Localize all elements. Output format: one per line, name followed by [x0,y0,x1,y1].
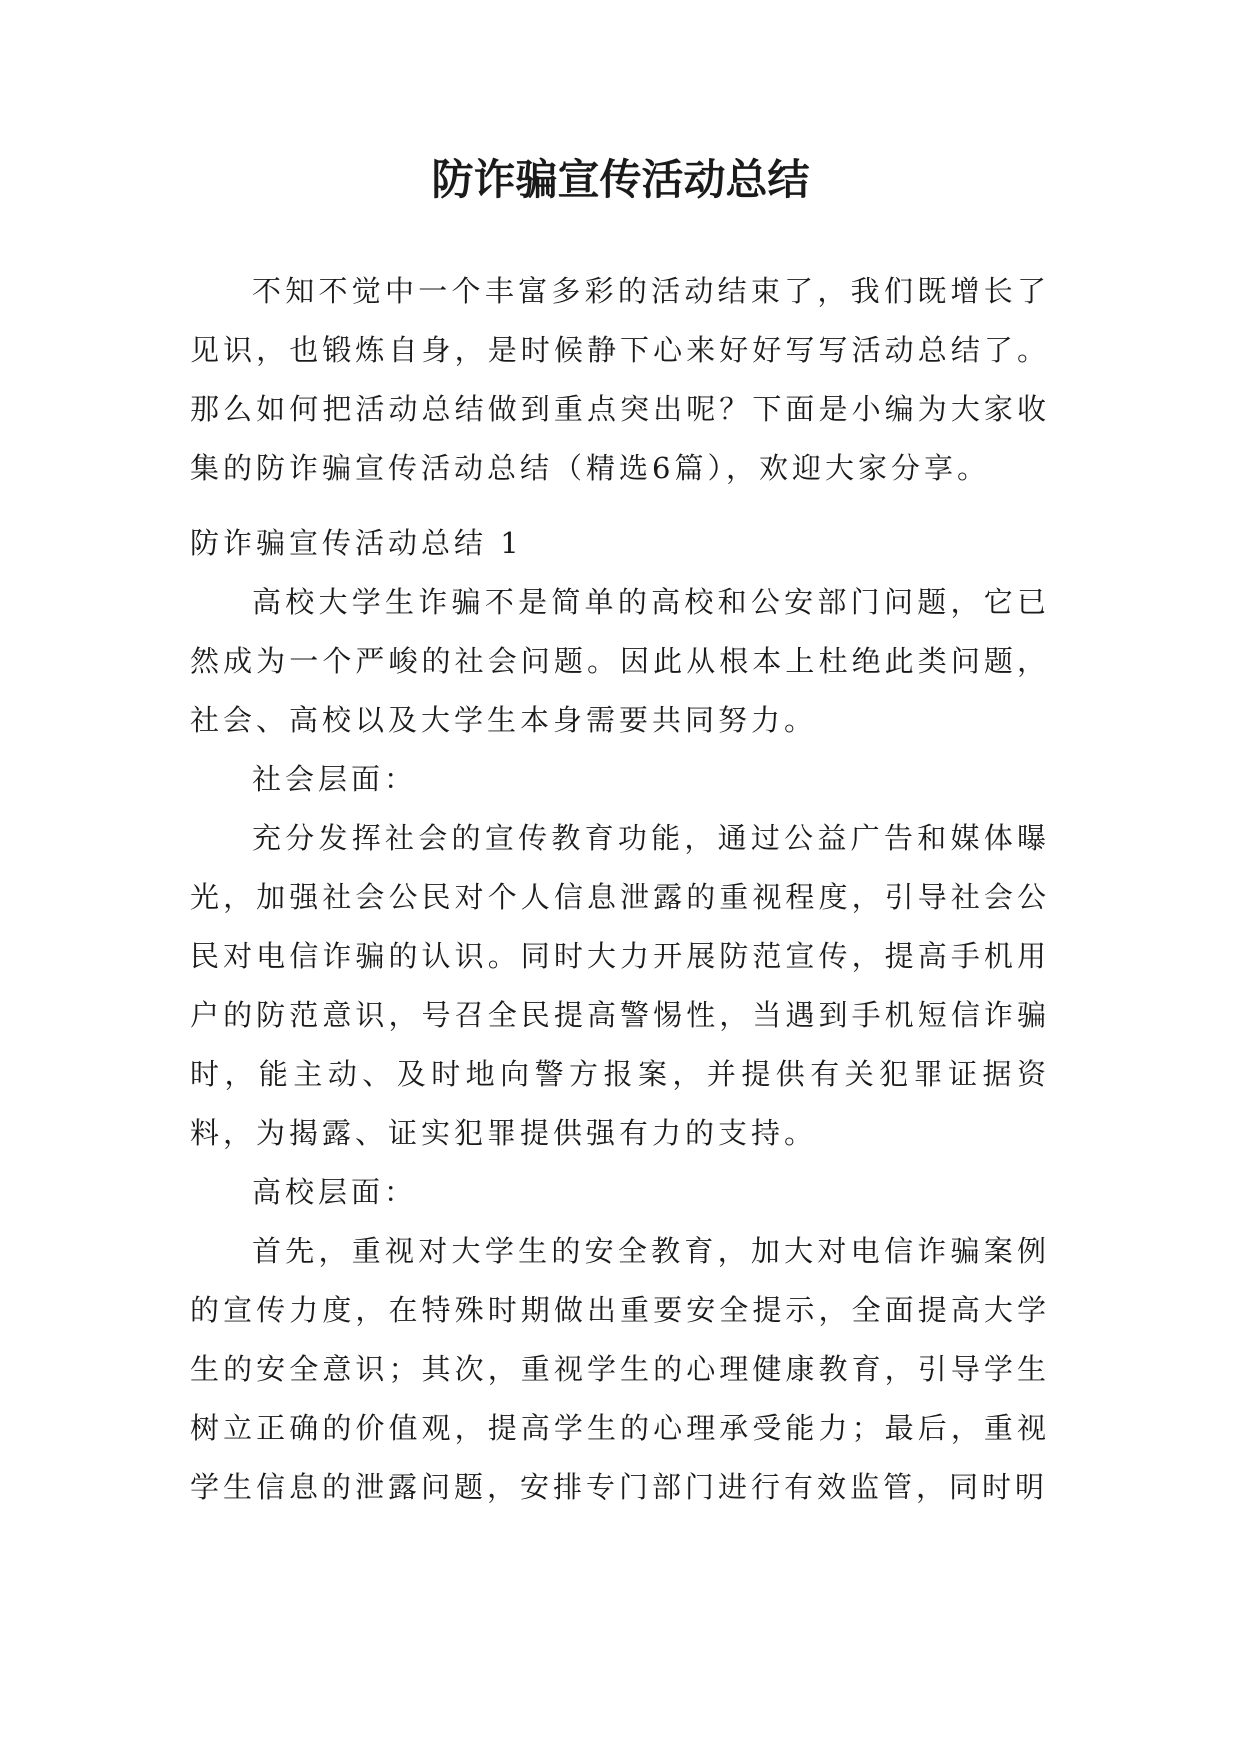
document-title: 防诈骗宣传活动总结 [431,155,810,204]
subsection-heading-social: 社会层面： [252,762,418,796]
subsection-heading-school: 高校层面： [252,1175,418,1209]
body-paragraph: 高校大学生诈骗不是简单的高校和公安部门问题，它已然成为一个严峻的社会问题。因此从根本上杜绝此类问题，社会、高校以及大学生本身需要共同努力。 [190,585,1050,737]
intro-paragraph: 不知不觉中一个丰富多彩的活动结束了，我们既增长了见识，也锻炼自身，是时候静下心来好好写写活动总结了。那么如何把活动总结做到重点突出呢？下面是小编为大家收集的防诈骗宣传活动总结（精选6篇），欢迎大家分享。 [190,274,1050,485]
section-heading: 防诈骗宣传活动总结 1 [190,526,523,560]
school-paragraph: 首先，重视对大学生的安全教育，加大对电信诈骗案例的宣传力度，在特殊时期做出重要安全提示，全面提高大学生的安全意识；其次，重视学生的心理健康教育，引导学生树立正确的价值观，提高学生的心理承受能力；最后，重视学生信息的泄露问题，安排专门部门进行有效监管，同时明 [190,1234,1050,1504]
social-paragraph: 充分发挥社会的宣传教育功能，通过公益广告和媒体曝光，加强社会公民对个人信息泄露的重视程度，引导社会公民对电信诈骗的认识。同时大力开展防范宣传，提高手机用户的防范意识，号召全民提高警惕性，当遇到手机短信诈骗时，能主动、及时地向警方报案，并提供有关犯罪证据资料，为揭露、证实犯罪提供强有力的支持。 [190,821,1050,1150]
